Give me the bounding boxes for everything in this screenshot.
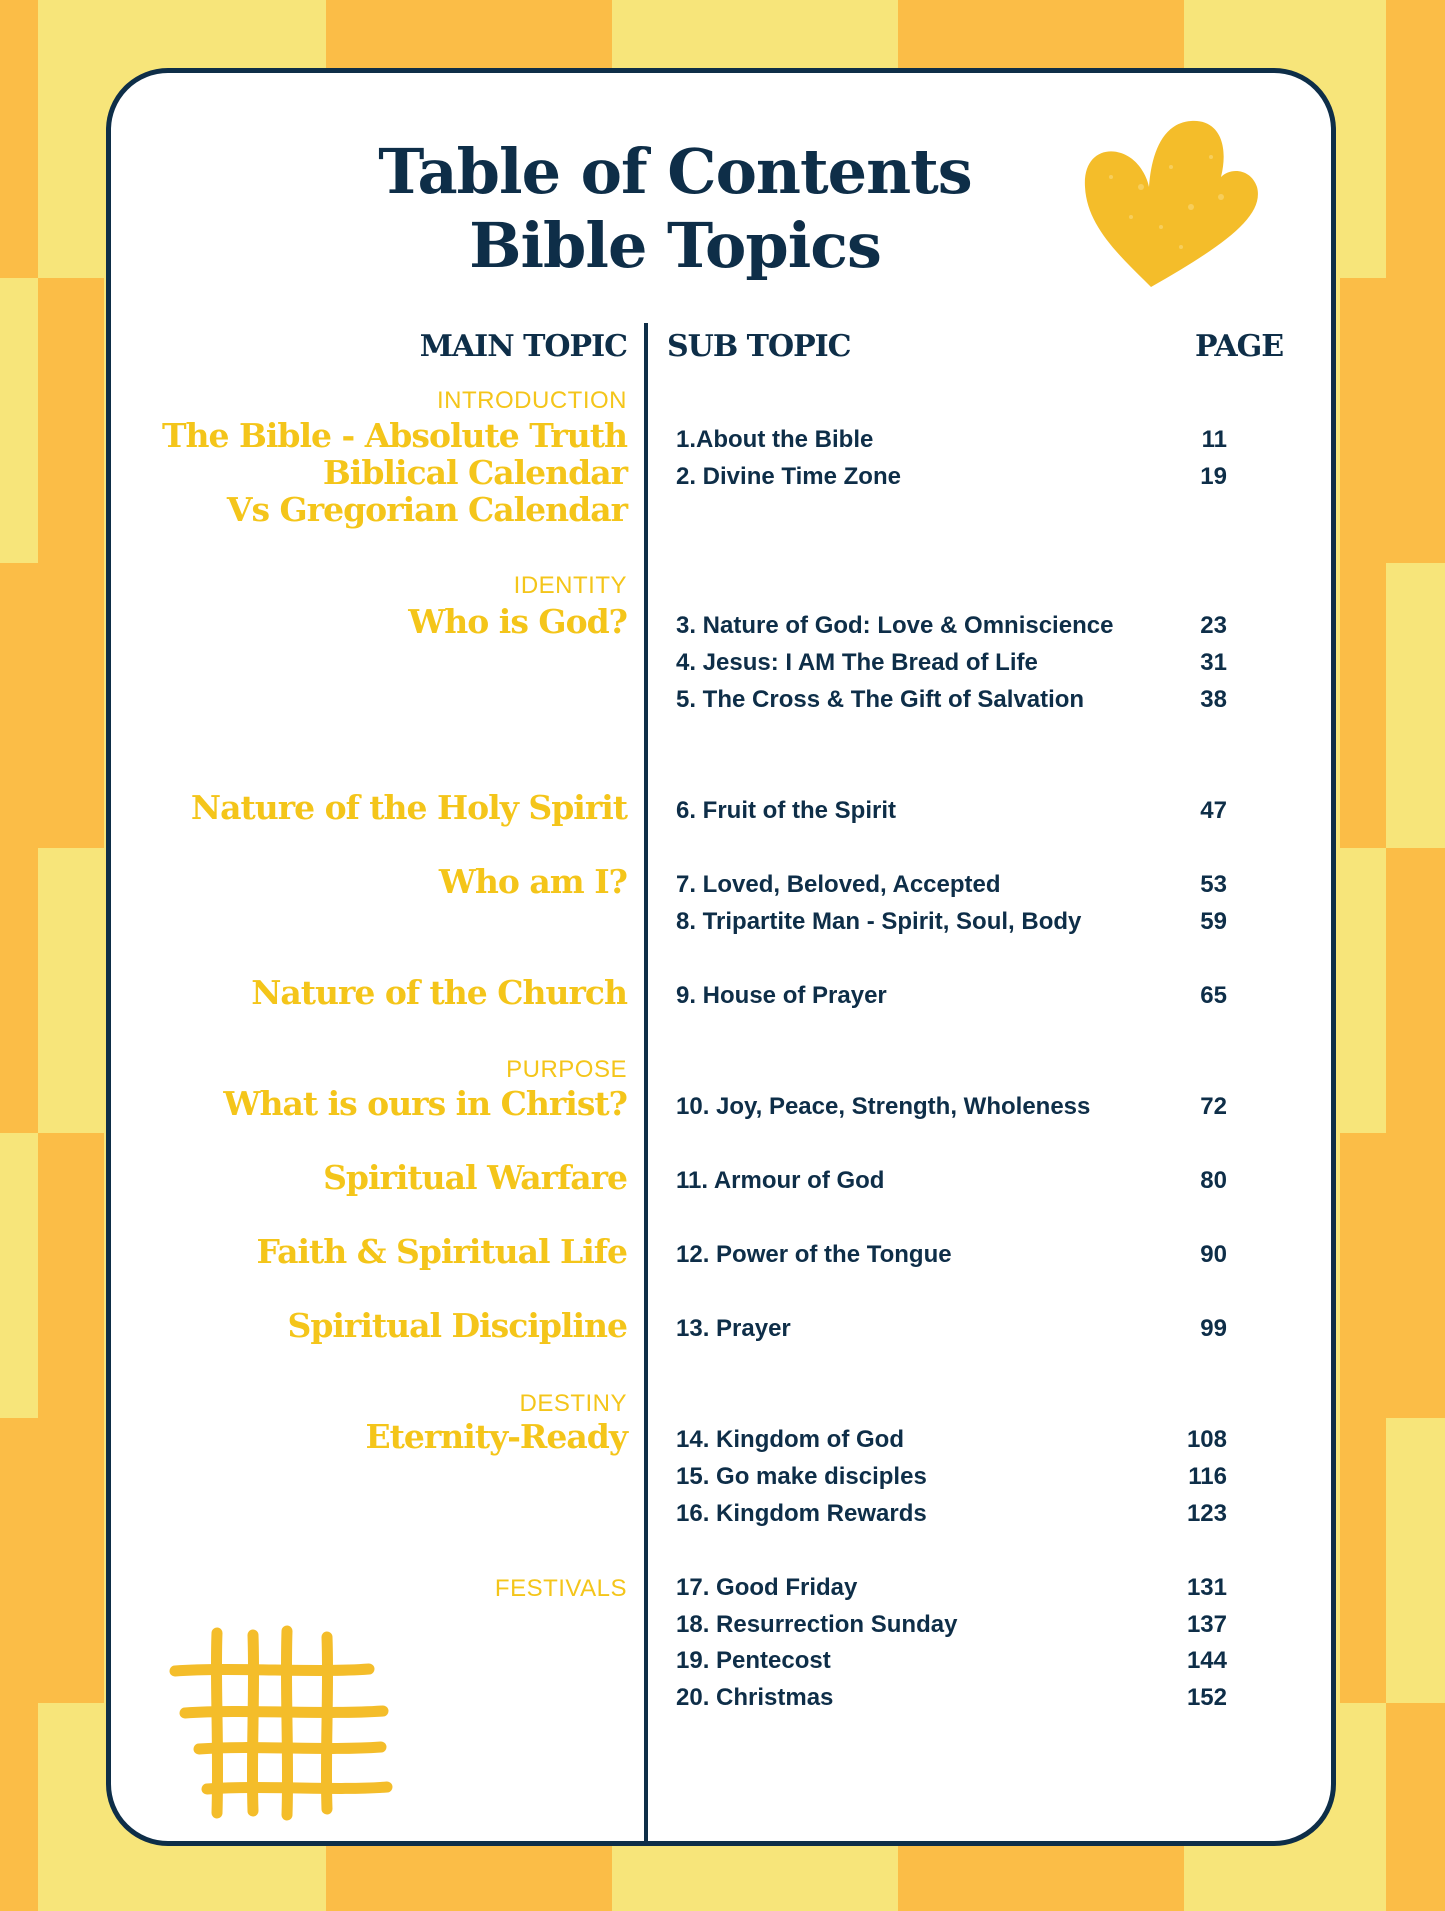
entry-page: 59 [1200, 908, 1227, 935]
entry-label: 9. House of Prayer [676, 982, 887, 1009]
section-destiny: DESTINY [519, 1390, 627, 1417]
topic-biblical-calendar: Biblical Calendar [322, 453, 627, 492]
title-line-1: Table of Contents [378, 135, 972, 208]
entry-page: 137 [1186, 1611, 1227, 1638]
entry-label: 11. Armour of God [676, 1167, 885, 1194]
topic-bible-truth-line: The Bible - Absolute Truth [161, 416, 627, 455]
entry-page: 72 [1200, 1093, 1227, 1120]
section-purpose: PURPOSE [506, 1056, 627, 1083]
header-sub-topic: SUB TOPIC [667, 329, 851, 364]
topic-holy-spirit: Nature of the Holy Spirit [190, 788, 627, 827]
entry-label: 18. Resurrection Sunday [676, 1611, 958, 1638]
entry-label: 5. The Cross & The Gift of Salvation [676, 686, 1085, 713]
entry-label: 4. Jesus: I AM The Bread of Life [676, 649, 1038, 676]
entry-label: 14. Kingdom of God [676, 1426, 904, 1453]
entry-page: 47 [1200, 797, 1227, 824]
entry-label: 15. Go make disciples [676, 1463, 927, 1490]
entry-page: 65 [1200, 982, 1227, 1009]
entry-label: 10. Joy, Peace, Strength, Wholeness [676, 1093, 1091, 1120]
topic-vs-gregorian: Vs Gregorian Calendar [226, 490, 627, 529]
entry-page: 23 [1200, 612, 1227, 639]
heart-icon [1081, 117, 1261, 289]
entry-label: 8. Tripartite Man - Spirit, Soul, Body [676, 908, 1082, 935]
entry-page: 53 [1200, 871, 1227, 898]
topic-warfare: Spiritual Warfare [323, 1158, 627, 1197]
title-line-2: Bible Topics [469, 209, 881, 282]
entry-label: 19. Pentecost [676, 1647, 831, 1674]
entry-page: 38 [1200, 686, 1227, 713]
topic-who-is-god: Who is God? [408, 602, 627, 641]
entry-page: 31 [1200, 649, 1227, 676]
header-main-topic: MAIN TOPIC [419, 329, 627, 364]
entry-page: 123 [1186, 1500, 1227, 1527]
entry-page: 108 [1186, 1426, 1227, 1453]
section-festivals: FESTIVALS [494, 1575, 627, 1602]
entry-page: 99 [1200, 1315, 1227, 1342]
entry-label: 20. Christmas [676, 1684, 834, 1711]
entry-label: 1.About the Bible [676, 426, 874, 453]
entry-label: 3. Nature of God: Love & Omniscience [676, 612, 1114, 639]
entry-label: 6. Fruit of the Spirit [676, 797, 896, 824]
entry-label: 7. Loved, Beloved, Accepted [676, 871, 1001, 898]
topic-ours-in-christ: What is ours in Christ? [223, 1084, 627, 1123]
entry-page: 144 [1186, 1647, 1227, 1674]
topic-who-am-i: Who am I? [438, 862, 627, 901]
column-divider [644, 323, 648, 1846]
entry-page: 90 [1200, 1241, 1227, 1268]
entry-label: 13. Prayer [676, 1315, 791, 1342]
entry-page: 11 [1201, 426, 1227, 453]
header-page: PAGE [1195, 329, 1284, 364]
entry-page: 131 [1186, 1574, 1227, 1601]
entry-label: 2. Divine Time Zone [676, 463, 901, 490]
topic-faith: Faith & Spiritual Life [256, 1232, 627, 1271]
entry-page: 80 [1200, 1167, 1227, 1194]
topic-bible-truth [162, 417, 627, 528]
entry-label: 12. Power of the Tongue [676, 1241, 952, 1268]
entry-page: 116 [1188, 1463, 1227, 1490]
entry-label: 16. Kingdom Rewards [676, 1500, 927, 1527]
section-identity: IDENTITY [513, 572, 627, 599]
entry-label: 17. Good Friday [676, 1574, 858, 1601]
contents-card [106, 68, 1336, 1846]
topic-church: Nature of the Church [251, 973, 627, 1012]
section-introduction: INTRODUCTION [437, 387, 627, 414]
entry-page: 19 [1200, 463, 1227, 490]
topic-discipline: Spiritual Discipline [287, 1306, 627, 1345]
topic-eternity: Eternity-Ready [365, 1417, 627, 1456]
entry-page: 152 [1186, 1684, 1227, 1711]
grid-doodle-icon [155, 1623, 405, 1823]
